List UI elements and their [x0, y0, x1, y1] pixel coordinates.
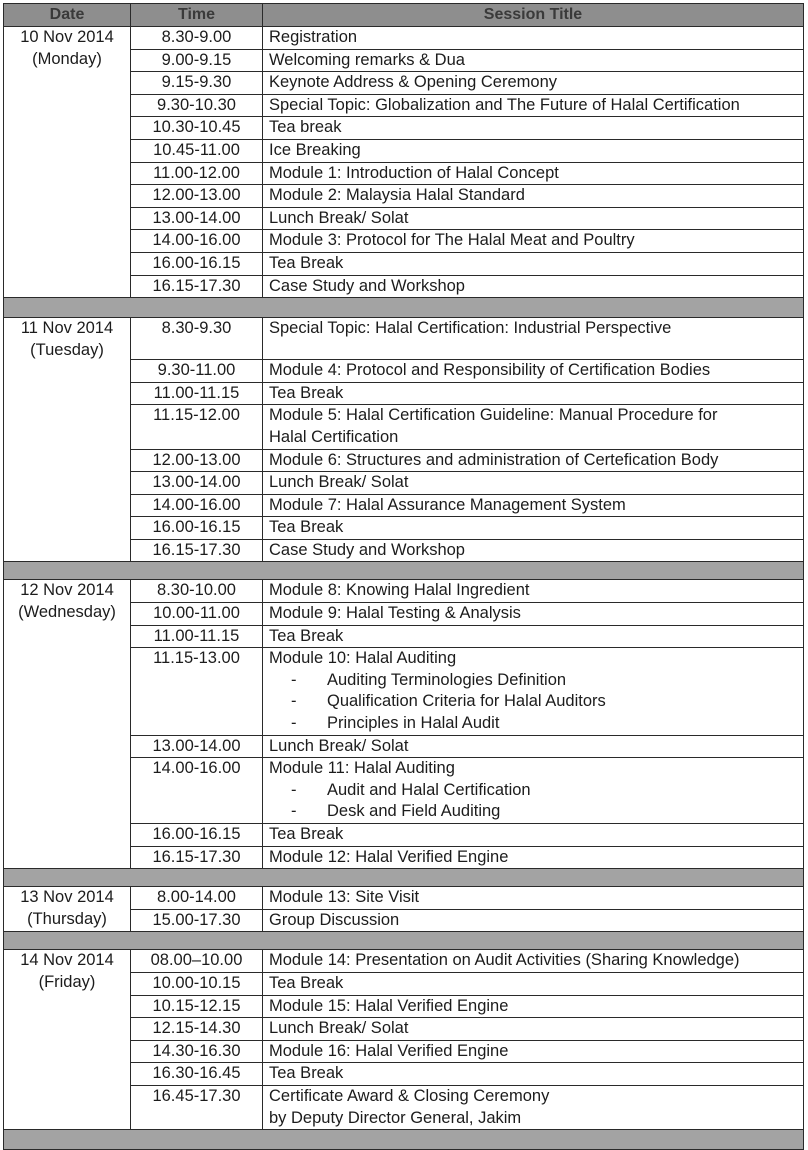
session-title-cell — [263, 185, 804, 208]
session-title: Module 9: Halal Testing & Analysis — [269, 604, 521, 623]
bullet-dash: - — [291, 714, 297, 733]
session-title-cell — [263, 472, 804, 495]
subtopic-text: Desk and Field Auditing — [327, 802, 501, 821]
session-title: Module 14: Presentation on Audit Activities (Sharing Knowledge) — [269, 951, 740, 970]
session-subtopic — [269, 780, 797, 802]
session-title-cell — [263, 539, 804, 562]
session-title: Lunch Break/ Solat — [269, 736, 409, 755]
session-title: Keynote Address & Opening Ceremony — [269, 73, 558, 92]
day-weekday: (Thursday) — [27, 909, 107, 928]
session-title: Group Discussion — [269, 910, 400, 929]
day-date: 10 Nov 2014 — [20, 28, 114, 46]
session-time: 8.30-9.00 — [131, 27, 263, 50]
session-title-cell — [263, 405, 804, 449]
session-title: Special Topic: Halal Certification: Industrial Perspective — [269, 319, 672, 338]
session-title: Lunch Break/ Solat — [269, 1019, 409, 1038]
session-title: Module 15: Halal Verified Engine — [269, 996, 509, 1015]
header-time: Time — [131, 4, 263, 27]
session-title: Ice Breaking — [269, 140, 361, 159]
day-date-cell — [4, 27, 131, 298]
bullet-dash: - — [291, 802, 297, 821]
session-title-cell — [263, 735, 804, 758]
schedule-table — [3, 3, 804, 1150]
session-time: 16.15-17.30 — [131, 539, 263, 562]
session-title: Module 6: Structures and administration of Certefication Body — [269, 450, 719, 469]
session-title-cell — [263, 648, 804, 735]
session-title: Module 7: Halal Assurance Management System — [269, 495, 626, 514]
session-time: 11.00-11.15 — [131, 382, 263, 405]
session-title-cell — [263, 207, 804, 230]
session-time: 11.00-11.15 — [131, 625, 263, 648]
day-separator — [4, 562, 804, 580]
session-time: 11.00-12.00 — [131, 162, 263, 185]
session-title-cell — [263, 887, 804, 910]
day-weekday: (Tuesday) — [30, 340, 104, 359]
session-subtopic — [269, 801, 797, 823]
session-title: Module 13: Site Visit — [269, 888, 420, 907]
session-title-cell — [263, 517, 804, 540]
session-time: 12.00-13.00 — [131, 185, 263, 208]
session-title-cell — [263, 625, 804, 648]
session-time: 11.15-13.00 — [131, 648, 263, 735]
session-title-cell — [263, 1085, 804, 1129]
session-title-cell — [263, 580, 804, 603]
session-title: Tea Break — [269, 973, 344, 992]
separator-band — [4, 1130, 804, 1150]
day-weekday: (Friday) — [38, 972, 96, 991]
session-title: Certificate Award & Closing Ceremony — [269, 1086, 550, 1105]
session-title-cell — [263, 94, 804, 117]
session-title-cell — [263, 252, 804, 275]
session-row — [4, 887, 804, 910]
separator-band — [4, 562, 804, 580]
subtopic-text: Qualification Criteria for Halal Auditors — [327, 692, 606, 711]
session-title-cell — [263, 117, 804, 140]
session-time: 12.15-14.30 — [131, 1018, 263, 1041]
day-separator — [4, 932, 804, 950]
session-time: 15.00-17.30 — [131, 909, 263, 932]
session-title: Case Study and Workshop — [269, 276, 465, 295]
session-row — [4, 318, 804, 360]
header-row — [4, 4, 804, 27]
session-time: 16.00-16.15 — [131, 824, 263, 847]
session-time: 16.45-17.30 — [131, 1085, 263, 1129]
session-title: Case Study and Workshop — [269, 540, 465, 559]
session-title-cell — [263, 139, 804, 162]
session-title-cell — [263, 1018, 804, 1041]
session-title-cell — [263, 162, 804, 185]
session-title: Registration — [269, 28, 358, 46]
session-title: Module 2: Malaysia Halal Standard — [269, 186, 525, 205]
separator-band — [4, 869, 804, 887]
session-title-continuation: Halal Certification — [269, 427, 399, 446]
session-title: Module 3: Protocol for The Halal Meat and Poultry — [269, 231, 635, 250]
day-date-cell — [4, 887, 131, 932]
subtopic-text: Auditing Terminologies Definition — [327, 670, 567, 689]
session-title-cell — [263, 603, 804, 626]
day-separator — [4, 1130, 804, 1150]
day-weekday: (Monday) — [32, 49, 102, 68]
separator-band — [4, 298, 804, 318]
session-time: 9.30-11.00 — [131, 360, 263, 383]
session-time: 8.30-9.30 — [131, 318, 263, 360]
session-time: 9.15-9.30 — [131, 72, 263, 95]
session-title: Module 12: Halal Verified Engine — [269, 847, 509, 866]
session-title-cell — [263, 1040, 804, 1063]
session-title: Tea break — [269, 118, 342, 137]
session-time: 12.00-13.00 — [131, 449, 263, 472]
session-time: 14.00-16.00 — [131, 758, 263, 824]
session-title-cell — [263, 824, 804, 847]
day-date-cell — [4, 318, 131, 562]
session-title: Module 5: Halal Certification Guideline: Manual Procedure for — [269, 406, 718, 425]
session-title-cell — [263, 72, 804, 95]
session-time: 16.15-17.30 — [131, 846, 263, 869]
session-title-cell — [263, 972, 804, 995]
session-row — [4, 27, 804, 50]
session-subtopic — [269, 691, 797, 713]
bullet-dash: - — [291, 670, 297, 689]
session-title-cell — [263, 360, 804, 383]
bullet-dash: - — [291, 692, 297, 711]
day-separator — [4, 298, 804, 318]
session-title-cell — [263, 275, 804, 298]
session-time: 13.00-14.00 — [131, 735, 263, 758]
session-time: 10.15-12.15 — [131, 995, 263, 1018]
session-title-cell — [263, 49, 804, 72]
session-title: Module 10: Halal Auditing — [269, 649, 457, 668]
session-row — [4, 580, 804, 603]
day-date-cell — [4, 580, 131, 869]
day-date-cell — [4, 950, 131, 1130]
session-subtopic — [269, 670, 797, 692]
session-title-cell — [263, 318, 804, 360]
session-title-continuation: by Deputy Director General, Jakim — [269, 1108, 522, 1127]
session-title: Module 4: Protocol and Responsibility of Certification Bodies — [269, 361, 711, 380]
session-time: 08.00–10.00 — [131, 950, 263, 973]
session-time: 14.30-16.30 — [131, 1040, 263, 1063]
session-title: Tea Break — [269, 825, 344, 843]
session-title: Module 11: Halal Auditing — [269, 759, 455, 778]
session-title: Special Topic: Globalization and The Future of Halal Certification — [269, 95, 740, 114]
session-title: Tea Break — [269, 1064, 344, 1083]
session-time: 9.30-10.30 — [131, 94, 263, 117]
session-title-cell — [263, 909, 804, 932]
session-title-cell — [263, 27, 804, 50]
session-title: Lunch Break/ Solat — [269, 473, 409, 492]
day-date: 11 Nov 2014 — [20, 319, 114, 338]
day-date: 12 Nov 2014 — [20, 581, 114, 600]
session-time: 14.00-16.00 — [131, 230, 263, 253]
session-time: 16.30-16.45 — [131, 1063, 263, 1086]
day-date: 13 Nov 2014 — [20, 888, 114, 907]
session-title-cell — [263, 1063, 804, 1086]
session-time: 9.00-9.15 — [131, 49, 263, 72]
session-time: 11.15-12.00 — [131, 405, 263, 449]
session-title-cell — [263, 846, 804, 869]
session-title: Tea Break — [269, 626, 344, 645]
session-time: 10.00-11.00 — [131, 603, 263, 626]
session-time: 16.00-16.15 — [131, 252, 263, 275]
session-title-cell — [263, 758, 804, 824]
session-title: Tea Break — [269, 518, 344, 537]
day-weekday: (Wednesday) — [18, 603, 116, 622]
subtopic-text: Audit and Halal Certification — [327, 780, 531, 799]
session-title-cell — [263, 950, 804, 973]
session-title: Tea Break — [269, 253, 344, 272]
session-time: 8.30-10.00 — [131, 580, 263, 603]
bullet-dash: - — [291, 780, 297, 799]
session-time: 13.00-14.00 — [131, 207, 263, 230]
session-title: Tea Break — [269, 383, 344, 402]
session-row — [4, 950, 804, 973]
session-title-cell — [263, 494, 804, 517]
session-time: 16.00-16.15 — [131, 517, 263, 540]
separator-band — [4, 932, 804, 950]
day-date: 14 Nov 2014 — [20, 951, 114, 970]
session-time: 10.00-10.15 — [131, 972, 263, 995]
session-time: 10.45-11.00 — [131, 139, 263, 162]
day-separator — [4, 869, 804, 887]
session-time: 13.00-14.00 — [131, 472, 263, 495]
session-title-cell — [263, 995, 804, 1018]
session-title-cell — [263, 449, 804, 472]
session-title: Module 1: Introduction of Halal Concept — [269, 163, 559, 182]
session-title: Module 16: Halal Verified Engine — [269, 1041, 509, 1060]
session-time: 8.00-14.00 — [131, 887, 263, 910]
session-time: 14.00-16.00 — [131, 494, 263, 517]
session-time: 10.30-10.45 — [131, 117, 263, 140]
session-title-cell — [263, 382, 804, 405]
session-title: Module 8: Knowing Halal Ingredient — [269, 581, 530, 600]
session-time: 16.15-17.30 — [131, 275, 263, 298]
session-subtopic — [269, 713, 797, 735]
header-date: Date — [4, 4, 131, 27]
subtopic-text: Principles in Halal Audit — [327, 714, 500, 733]
session-title: Lunch Break/ Solat — [269, 208, 409, 227]
session-title: Welcoming remarks & Dua — [269, 50, 465, 69]
header-session-title: Session Title — [263, 4, 804, 27]
schedule-body — [4, 27, 804, 1150]
session-title-cell — [263, 230, 804, 253]
